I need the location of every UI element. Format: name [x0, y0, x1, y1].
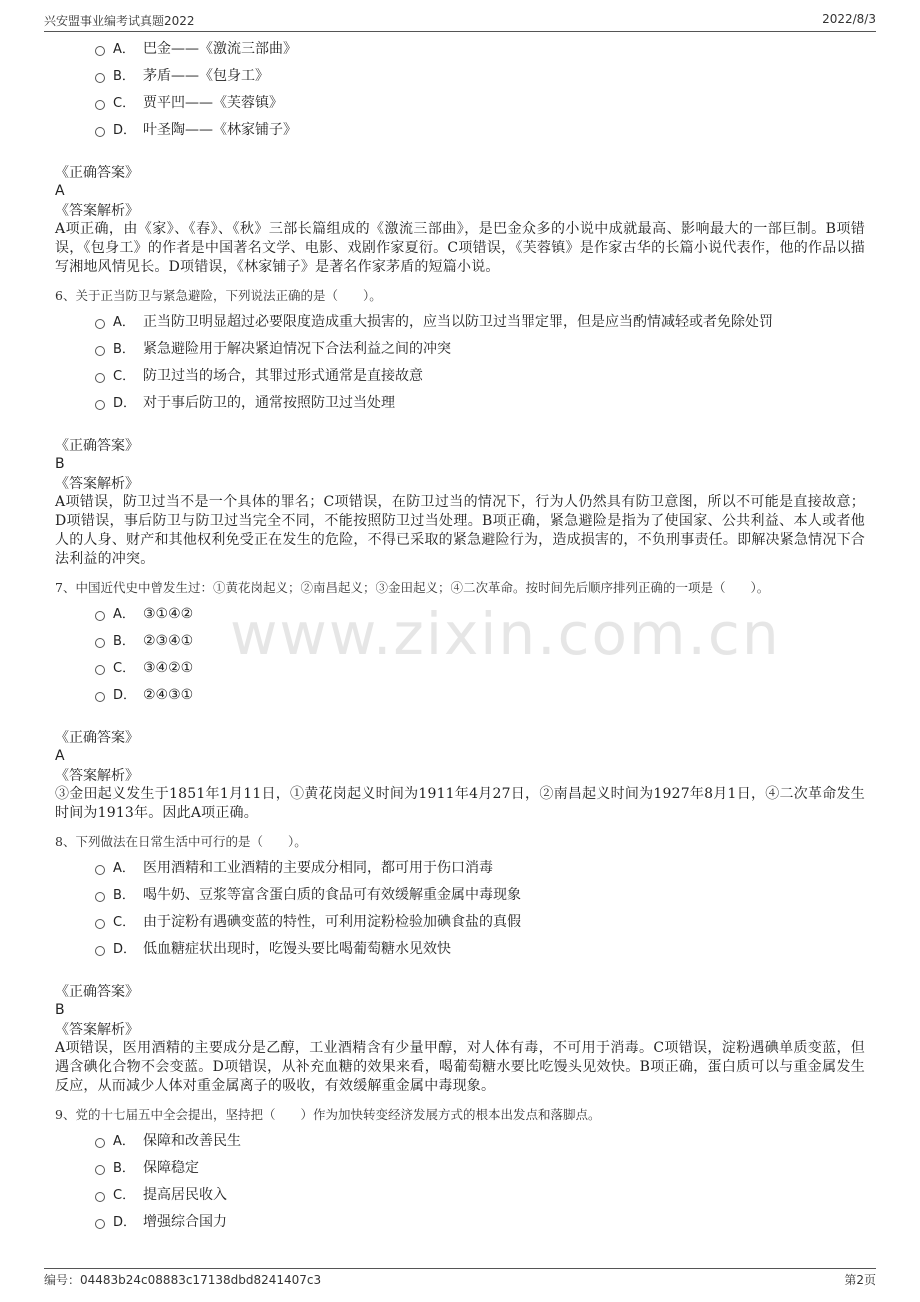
radio-button[interactable]	[95, 692, 105, 702]
option-text: 增强综合国力	[143, 1214, 227, 1230]
option-a[interactable]	[55, 855, 865, 882]
option-text: 喝牛奶、豆浆等富含蛋白质的食品可有效缓解重金属中毒现象	[143, 887, 521, 903]
analysis-text: A项正确，由《家》、《春》、《秋》三部长篇组成的《激流三部曲》，是巴金众多的小说中成就最高、影响最大的一部巨制。B项错误，《包身工》的作者是中国著名文学、电影、戏剧作家夏衍。C项错误，《芙蓉镇》是作家古华的长篇小说代表作，他的作品以描写湘地风情见长。D项错误，《林家铺子》是著名作家茅盾的短篇小说。	[55, 221, 865, 275]
option-text: 对于事后防卫的，通常按照防卫过当处理	[143, 395, 395, 411]
correct-answer: B	[55, 456, 65, 472]
option-letter: C．	[113, 661, 136, 676]
option-letter: B．	[113, 888, 135, 903]
radio-button[interactable]	[95, 46, 105, 56]
analysis-text: ③金田起义发生于1851年1月11日，①黄花岗起义时间为1911年4月27日，②南昌起义时间为1927年8月1日，④二次革命发生时间为1913年。因此A项正确。	[55, 786, 865, 821]
question-9	[55, 1106, 865, 1236]
option-text: 保障稳定	[143, 1160, 199, 1176]
question-7	[55, 579, 865, 823]
header-date: 2022/8/3	[822, 12, 876, 26]
radio-button[interactable]	[95, 1219, 105, 1229]
analysis-heading: 《答案解析》	[55, 1022, 139, 1038]
option-text: 防卫过当的场合，其罪过形式通常是直接故意	[143, 368, 423, 384]
option-letter: C．	[113, 1188, 136, 1203]
option-letter: A．	[113, 607, 135, 622]
question-text: 8、下列做法在日常生活中可行的是（ ）。	[55, 834, 307, 849]
option-a[interactable]	[55, 309, 865, 336]
option-d[interactable]	[55, 682, 865, 709]
option-letter: A．	[113, 861, 135, 876]
radio-button[interactable]	[95, 665, 105, 675]
watermark: www.zixin.com.cn	[230, 600, 781, 668]
option-d[interactable]	[55, 390, 865, 417]
page-header	[44, 12, 876, 32]
radio-button[interactable]	[95, 100, 105, 110]
radio-button[interactable]	[95, 865, 105, 875]
radio-button[interactable]	[95, 1192, 105, 1202]
radio-button[interactable]	[95, 1138, 105, 1148]
option-letter: A．	[113, 315, 135, 330]
radio-button[interactable]	[95, 638, 105, 648]
analysis-heading: 《答案解析》	[55, 203, 139, 219]
option-b[interactable]	[55, 63, 865, 90]
option-text: 正当防卫明显超过必要限度造成重大损害的，应当以防卫过当罪定罪，但是应当酌情减轻或者免除处罚	[143, 314, 773, 330]
option-text: 低血糖症状出现时，吃馒头要比喝葡萄糖水见效快	[143, 941, 451, 957]
option-text: ②④③①	[143, 687, 194, 703]
option-text: 保障和改善民生	[143, 1133, 241, 1149]
correct-answer-heading: 《正确答案》	[55, 730, 139, 746]
document-code: 编号：04483b24c08883c17138dbd8241407c3	[44, 1273, 322, 1287]
correct-answer-heading: 《正确答案》	[55, 438, 139, 454]
option-c[interactable]	[55, 90, 865, 117]
option-letter: C．	[113, 369, 136, 384]
footer-rule	[44, 1268, 876, 1269]
option-b[interactable]	[55, 1155, 865, 1182]
radio-button[interactable]	[95, 127, 105, 137]
page-content	[55, 36, 865, 1236]
radio-button[interactable]	[95, 892, 105, 902]
option-b[interactable]	[55, 628, 865, 655]
correct-answer: A	[55, 748, 65, 764]
page-number: 第2页	[844, 1273, 876, 1287]
question-6	[55, 287, 865, 569]
option-text: 紧急避险用于解决紧迫情况下合法利益之间的冲突	[143, 341, 451, 357]
option-text: 贾平凹——《芙蓉镇》	[143, 95, 283, 111]
option-a[interactable]	[55, 1128, 865, 1155]
option-letter: C．	[113, 96, 136, 111]
radio-button[interactable]	[95, 73, 105, 83]
option-text: 医用酒精和工业酒精的主要成分相同，都可用于伤口消毒	[143, 860, 493, 876]
radio-button[interactable]	[95, 919, 105, 929]
header-title: 兴安盟事业编考试真题2022	[44, 14, 195, 28]
option-letter: B．	[113, 69, 135, 84]
option-c[interactable]	[55, 655, 865, 682]
analysis-text: A项错误，医用酒精的主要成分是乙醇，工业酒精含有少量甲醇，对人体有毒，不可用于消毒。C项错误，淀粉遇碘单质变蓝，但遇含碘化合物不会变蓝。D项错误，从补充血糖的效果来看，喝葡萄糖水要比吃馒头见效快。B项正确，蛋白质可以与重金属发生反应，从而减少人体对重金属离子的吸收，有效缓解重金属中毒现象。	[55, 1040, 865, 1094]
option-text: ②③④①	[143, 633, 194, 649]
radio-button[interactable]	[95, 946, 105, 956]
option-a[interactable]	[55, 601, 865, 628]
option-c[interactable]	[55, 363, 865, 390]
radio-button[interactable]	[95, 319, 105, 329]
radio-button[interactable]	[95, 346, 105, 356]
option-letter: D．	[113, 688, 137, 703]
radio-button[interactable]	[95, 1165, 105, 1175]
option-d[interactable]	[55, 936, 865, 963]
correct-answer-heading: 《正确答案》	[55, 165, 139, 181]
option-c[interactable]	[55, 909, 865, 936]
header-rule	[44, 31, 876, 32]
analysis-heading: 《答案解析》	[55, 476, 139, 492]
question-5	[55, 36, 865, 277]
option-letter: D．	[113, 123, 137, 138]
question-text: 6、关于正当防卫与紧急避险，下列说法正确的是（ ）。	[55, 288, 382, 303]
radio-button[interactable]	[95, 611, 105, 621]
radio-button[interactable]	[95, 400, 105, 410]
option-c[interactable]	[55, 1182, 865, 1209]
option-letter: C．	[113, 915, 136, 930]
correct-answer: A	[55, 183, 65, 199]
option-text: 提高居民收入	[143, 1187, 227, 1203]
option-letter: D．	[113, 1215, 137, 1230]
option-d[interactable]	[55, 1209, 865, 1236]
option-letter: B．	[113, 342, 135, 357]
option-d[interactable]	[55, 117, 865, 144]
correct-answer: B	[55, 1002, 65, 1018]
option-letter: D．	[113, 396, 137, 411]
question-text: 9、党的十七届五中全会提出，坚持把（ ）作为加快转变经济发展方式的根本出发点和落脚点。	[55, 1107, 601, 1122]
option-b[interactable]	[55, 882, 865, 909]
radio-button[interactable]	[95, 373, 105, 383]
option-letter: A．	[113, 1134, 135, 1149]
option-b[interactable]	[55, 336, 865, 363]
option-letter: B．	[113, 634, 135, 649]
option-text: 由于淀粉有遇碘变蓝的特性，可利用淀粉检验加碘食盐的真假	[143, 914, 521, 930]
question-8	[55, 833, 865, 1096]
option-text: 茅盾——《包身工》	[143, 68, 269, 84]
analysis-heading: 《答案解析》	[55, 768, 139, 784]
option-letter: D．	[113, 942, 137, 957]
option-text: ③④②①	[143, 660, 194, 676]
option-text: 巴金——《激流三部曲》	[143, 41, 297, 57]
analysis-text: A项错误，防卫过当不是一个具体的罪名；C项错误，在防卫过当的情况下，行为人仍然具有防卫意图，所以不可能是直接故意；D项错误，事后防卫与防卫过当完全不同，不能按照防卫过当处理。B项正确，紧急避险是指为了使国家、公共利益、本人或者他人的人身、财产和其他权利免受正在发生的危险，不得已采取的紧急避险行为，造成损害的，不负刑事责任。即解决紧急情况下合法利益的冲突。	[55, 494, 865, 567]
option-letter: B．	[113, 1161, 135, 1176]
option-text: 叶圣陶——《林家铺子》	[143, 122, 297, 138]
option-letter: A．	[113, 42, 135, 57]
correct-answer-heading: 《正确答案》	[55, 984, 139, 1000]
question-text: 7、中国近代史中曾发生过：①黄花岗起义；②南昌起义；③金田起义；④二次革命。按时间先后顺序排列正确的一项是（ ）。	[55, 580, 770, 595]
option-a[interactable]	[55, 36, 865, 63]
option-text: ③①④②	[143, 606, 194, 622]
